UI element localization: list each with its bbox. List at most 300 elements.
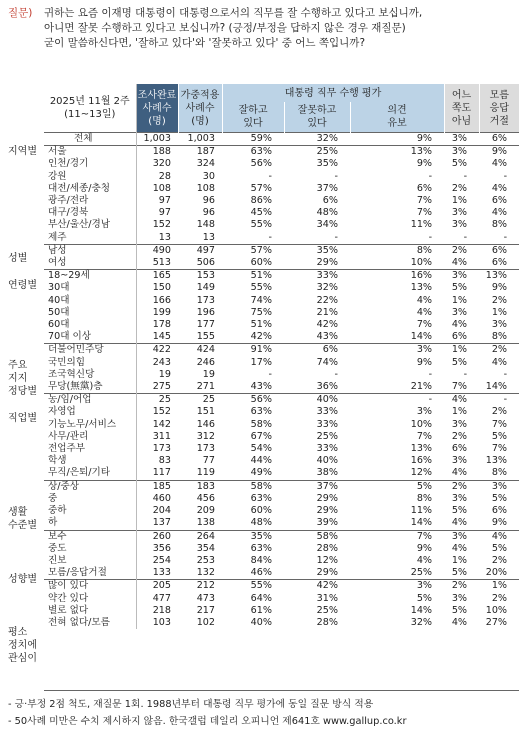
footnote: - 50사례 미만은 수치 제시하지 않음. 한국갤럽 데일리 오피니언 제641호 www.gallup.co.kr	[8, 716, 407, 727]
cell-good: 55%	[250, 219, 272, 231]
cell-n: 320	[136, 158, 178, 170]
cell-n: 477	[136, 593, 178, 605]
table-row	[44, 455, 519, 467]
cell-good: 42%	[250, 331, 272, 343]
cell-dk: 5%	[491, 492, 508, 504]
bad-header	[284, 102, 350, 133]
cell-bad: 29%	[316, 567, 338, 579]
cell-w: 108	[196, 182, 215, 194]
cell-op: 7%	[416, 207, 433, 219]
cell-dk: 6%	[491, 505, 508, 517]
cell-good: 40%	[250, 616, 272, 628]
table-row	[44, 319, 519, 331]
cell-dk: -	[503, 368, 508, 380]
header-line: (명)	[191, 115, 209, 127]
cell-n: 311	[136, 431, 178, 443]
table-row	[44, 605, 519, 617]
cell-either: 2%	[444, 580, 479, 593]
cell-label: 진보	[48, 554, 67, 566]
cell-label: 인천/경기	[48, 158, 89, 170]
cell-w: 497	[178, 244, 222, 257]
period-line: 2025년 11월 2주	[49, 96, 130, 107]
table-row	[44, 593, 519, 605]
header-line: 거절	[489, 115, 509, 127]
cell-n: 103	[136, 617, 178, 629]
cell-good: 43%	[250, 381, 272, 393]
cell-bad: 29%	[316, 257, 338, 269]
table-row	[44, 295, 519, 307]
footnote: - 긍·부정 2점 척도, 재질문 1회. 1988년부터 대통령 직무 평가에 동일 질문 방식 적용	[8, 699, 374, 710]
cell-either: 4%	[451, 517, 468, 529]
cell-dk: 1%	[491, 306, 508, 318]
table-row	[44, 555, 519, 567]
cell-dk: 6%	[479, 133, 519, 146]
cell-bad: -	[334, 231, 338, 243]
cell-n: 356	[136, 543, 178, 555]
cell-either: 5%	[451, 282, 468, 294]
cell-op: 7%	[350, 530, 444, 543]
cell-label: 상/중상	[44, 480, 136, 493]
cell-n: 205	[136, 580, 178, 593]
cell-op: 13%	[350, 146, 444, 159]
cell-n: 199	[136, 307, 178, 319]
cell-n: 97	[136, 195, 178, 207]
cell-w: 30	[202, 170, 215, 182]
cell-good: 74%	[250, 294, 272, 306]
cell-w: 102	[196, 616, 215, 628]
cell-good: 35%	[222, 530, 284, 543]
cell-either: 6%	[451, 443, 468, 455]
cell-bad: 35%	[316, 158, 338, 170]
cell-op: 7%	[416, 430, 433, 442]
cell-label: 중도	[48, 542, 67, 554]
cell-op: 3%	[416, 406, 433, 418]
table-row	[44, 567, 519, 580]
cell-label: 자영업	[48, 406, 76, 418]
cell-op: 16%	[350, 270, 444, 283]
cell-dk: 6%	[491, 195, 508, 207]
cell-op: -	[428, 368, 433, 380]
header-line: (명)	[148, 115, 166, 127]
either-header	[444, 84, 479, 133]
question-text	[44, 6, 512, 51]
cell-good: 57%	[250, 182, 272, 194]
cell-good: 75%	[250, 306, 272, 318]
table-row	[44, 344, 519, 357]
group-label-line: 지역별	[8, 146, 37, 158]
cell-bad: 25%	[316, 430, 338, 442]
cell-either: 3%	[451, 219, 468, 231]
cell-w: 173	[196, 443, 215, 455]
cell-dk: 2%	[491, 554, 508, 566]
cell-dk: 4%	[479, 530, 519, 543]
cell-bad: 31%	[316, 592, 338, 604]
cell-w: 19	[202, 368, 215, 380]
cell-good: 44%	[250, 455, 272, 467]
header-line: 유보	[387, 118, 407, 129]
cell-label: 더불어민주당	[44, 344, 136, 357]
cell-good: -	[268, 368, 272, 380]
cell-n: 152	[136, 406, 178, 418]
cell-op: 14%	[410, 517, 433, 529]
cell-op: -	[428, 231, 433, 243]
group-label	[8, 359, 37, 398]
table-row	[44, 207, 519, 219]
cell-good: 67%	[250, 430, 272, 442]
group-label-line: 평소	[8, 626, 28, 638]
cell-n: 19	[136, 369, 178, 381]
cell-either: 5%	[451, 505, 468, 517]
cell-n: 185	[136, 480, 178, 493]
table-row	[44, 530, 519, 543]
table-row	[44, 419, 519, 431]
cell-label: 광주/전라	[48, 195, 89, 207]
cell-w: 424	[178, 344, 222, 357]
cell-n: 422	[136, 344, 178, 357]
period-header	[44, 84, 136, 133]
cell-good: 56%	[250, 158, 272, 170]
cell-either: 4%	[444, 394, 479, 407]
cell-good: 55%	[222, 580, 284, 593]
cell-either: 6%	[451, 331, 468, 343]
cell-bad: 40%	[316, 455, 338, 467]
cell-bad: 6%	[284, 344, 350, 357]
cell-good: 64%	[250, 592, 272, 604]
cell-either: 7%	[451, 381, 468, 393]
cell-bad: 42%	[284, 580, 350, 593]
cell-either: 5%	[451, 567, 468, 579]
question-line: 아니면 잘못 수행하고 있다고 보십니까? (긍정/부정을 답하지 않은 경우 재질문)	[44, 22, 406, 34]
cell-dk: 14%	[485, 381, 508, 393]
cell-dk: 13%	[485, 455, 508, 467]
cell-label: 전혀 없다/모름	[48, 616, 110, 628]
cell-dk: 13%	[479, 270, 519, 283]
cell-n: 275	[136, 381, 178, 394]
cell-op: -	[428, 170, 433, 182]
cell-dk: -	[479, 394, 519, 407]
group-label-line: 생활	[8, 506, 28, 518]
cell-w: 77	[202, 455, 215, 467]
cell-dk: 3%	[479, 480, 519, 493]
cell-label: 조국혁신당	[48, 368, 95, 380]
cell-w: 119	[196, 467, 215, 479]
cell-w: 312	[196, 430, 215, 442]
table-row	[44, 543, 519, 555]
cell-n: 13	[136, 232, 178, 245]
cell-bad: 21%	[316, 306, 338, 318]
cell-bad: 32%	[316, 282, 338, 294]
cell-n: 178	[136, 319, 178, 331]
cell-label: 70대 이상	[48, 331, 92, 343]
cell-bad: 74%	[316, 356, 338, 368]
group-label	[8, 145, 37, 158]
cell-dk: 8%	[491, 331, 508, 343]
cell-good: 61%	[250, 604, 272, 616]
cell-w: 246	[196, 356, 215, 368]
cell-good: 60%	[250, 505, 272, 517]
cell-op: -	[350, 394, 444, 407]
group-label-line: 지지	[8, 372, 28, 384]
cell-good: 63%	[250, 492, 272, 504]
cell-dk: 27%	[485, 616, 508, 628]
cell-bad: 40%	[284, 394, 350, 407]
cell-label: 기능노무/서비스	[48, 418, 117, 430]
cell-w: 173	[196, 294, 215, 306]
cell-n: 28	[136, 171, 178, 183]
cell-op: 12%	[410, 467, 433, 479]
cell-op: 14%	[410, 604, 433, 616]
table-row	[44, 282, 519, 294]
cell-good: 49%	[250, 467, 272, 479]
cell-either: 2%	[444, 480, 479, 493]
cell-either: 2%	[451, 430, 468, 442]
table-row	[44, 171, 519, 183]
header-line: 가중적용	[180, 89, 220, 101]
cell-op: 4%	[416, 294, 433, 306]
header-line: 모름	[489, 89, 509, 101]
table-row	[44, 307, 519, 319]
cell-bad: 37%	[284, 480, 350, 493]
group-label-line: 수준별	[8, 519, 37, 531]
cell-dk: 3%	[491, 319, 508, 331]
cell-label: 전업주부	[48, 443, 86, 455]
cell-w: 146	[196, 418, 215, 430]
table-row	[44, 406, 519, 418]
cell-either: 1%	[451, 406, 468, 418]
cell-w: 177	[196, 319, 215, 331]
cell-either: 3%	[444, 270, 479, 283]
table-bottom-rule	[44, 690, 519, 691]
opinion-header	[350, 102, 444, 133]
cell-dk: 1%	[479, 580, 519, 593]
cell-good: 46%	[250, 567, 272, 579]
cell-bad: 35%	[284, 244, 350, 257]
cell-either: 3%	[444, 530, 479, 543]
cell-good: 17%	[250, 356, 272, 368]
cell-good: 63%	[222, 146, 284, 159]
cell-bad: 29%	[316, 492, 338, 504]
group-label	[8, 626, 37, 665]
cell-bad: 33%	[316, 406, 338, 418]
cell-op: 3%	[350, 344, 444, 357]
cell-bad: 33%	[284, 270, 350, 283]
cell-good: 51%	[222, 270, 284, 283]
cell-op: 21%	[410, 381, 433, 393]
cell-label: 모름/응답거절	[48, 567, 107, 579]
cell-n: 83	[136, 455, 178, 467]
header-line: 잘하고	[238, 105, 268, 116]
cell-label: 여성	[48, 257, 67, 269]
cell-either: 4%	[451, 616, 468, 628]
question-line: 굳이 말씀하신다면, '잘하고 있다'와 '잘못하고 있다' 중 어느 쪽입니까?	[44, 37, 366, 49]
cell-op: 11%	[410, 505, 433, 517]
cell-w: 1,003	[178, 133, 222, 146]
table-row	[44, 244, 519, 257]
cell-label: 국민의힘	[48, 356, 86, 368]
group-label	[8, 279, 37, 292]
cell-label: 서울	[44, 146, 136, 159]
cell-w: 155	[196, 331, 215, 343]
cell-w: 138	[196, 517, 215, 529]
cell-n: 165	[136, 270, 178, 283]
cell-good: 45%	[250, 207, 272, 219]
results-table	[44, 84, 519, 629]
table-row	[44, 505, 519, 517]
cell-bad: 28%	[316, 542, 338, 554]
cell-either: 1%	[451, 554, 468, 566]
cell-w: 96	[202, 207, 215, 219]
results-table-container	[44, 84, 519, 629]
cell-bad: 58%	[284, 530, 350, 543]
cell-good: 57%	[222, 244, 284, 257]
table-body	[44, 133, 519, 630]
cell-good: 54%	[250, 443, 272, 455]
cell-w: 196	[196, 306, 215, 318]
header-line: 응답	[489, 102, 509, 114]
cell-label: 하	[48, 517, 58, 529]
cell-either: 2%	[444, 244, 479, 257]
cell-op: 9%	[350, 133, 444, 146]
table-row	[44, 183, 519, 195]
cell-n: 490	[136, 244, 178, 257]
question-block	[8, 6, 518, 51]
cell-bad: 37%	[316, 182, 338, 194]
cell-good: 86%	[250, 195, 272, 207]
cell-dk: 6%	[479, 244, 519, 257]
cell-label: 중하	[48, 505, 67, 517]
cell-good: 60%	[250, 257, 272, 269]
cell-either: 5%	[451, 604, 468, 616]
cell-w: 153	[178, 270, 222, 283]
cell-op: 9%	[416, 542, 433, 554]
cell-either: 1%	[444, 344, 479, 357]
cell-bad: 36%	[316, 381, 338, 393]
cell-n: 108	[136, 183, 178, 195]
group-label	[8, 506, 37, 532]
cell-op: 8%	[416, 492, 433, 504]
sample-raw-header	[136, 84, 178, 133]
group-label-line: 성별	[8, 253, 28, 265]
table-row	[44, 257, 519, 270]
cell-op: 25%	[410, 567, 433, 579]
table-row	[44, 146, 519, 159]
group-label-line: 관심이	[8, 652, 37, 664]
table-row	[44, 493, 519, 505]
cell-bad: 12%	[316, 554, 338, 566]
cell-good: 55%	[250, 282, 272, 294]
cell-op: 10%	[410, 257, 433, 269]
cell-dk: 5%	[491, 542, 508, 554]
cell-op: 5%	[350, 480, 444, 493]
cell-op: 4%	[416, 554, 433, 566]
cell-w: 132	[196, 567, 215, 579]
cell-bad: 34%	[316, 219, 338, 231]
cell-label: 전체	[44, 133, 136, 146]
cell-label: 사무/관리	[48, 430, 89, 442]
cell-dk: 20%	[485, 567, 508, 579]
cell-bad: 28%	[316, 616, 338, 628]
question-line: 귀하는 요즘 이재명 대통령이 대통령으로서의 직무를 잘 수행하고 있다고 보십니까,	[44, 7, 423, 19]
group-label-line: 직업별	[8, 413, 37, 425]
cell-dk: 2%	[491, 592, 508, 604]
cell-either: 3%	[451, 306, 468, 318]
cell-either: 4%	[451, 257, 468, 269]
cell-n: 173	[136, 443, 178, 455]
table-row	[44, 617, 519, 629]
table-row	[44, 443, 519, 455]
cell-n: 97	[136, 207, 178, 219]
cell-n: 166	[136, 295, 178, 307]
cell-label: 무당(無黨)층	[48, 381, 103, 393]
group-label-line: 주요	[8, 359, 28, 371]
table-row	[44, 195, 519, 207]
cell-good: 91%	[222, 344, 284, 357]
cell-n: 133	[136, 567, 178, 580]
cell-w: 13	[202, 231, 215, 243]
cell-w: 324	[196, 158, 215, 170]
cell-label: 보수	[44, 530, 136, 543]
cell-good: -	[268, 170, 272, 182]
cell-bad: 38%	[316, 467, 338, 479]
cell-dk: 9%	[479, 146, 519, 159]
header-line: 있다	[307, 118, 327, 129]
cell-n: 117	[136, 467, 178, 480]
cell-n: 460	[136, 493, 178, 505]
cell-either: 1%	[451, 195, 468, 207]
table-row	[44, 331, 519, 344]
cell-w: 212	[178, 580, 222, 593]
cell-either: 3%	[451, 418, 468, 430]
cell-bad: 48%	[316, 207, 338, 219]
cell-label: 농/임/어업	[44, 394, 136, 407]
cell-label: 중	[48, 492, 58, 504]
cell-either: 5%	[451, 158, 468, 170]
cell-w: 217	[196, 604, 215, 616]
cell-bad: 32%	[284, 133, 350, 146]
header-line: 있다	[243, 118, 263, 129]
group-label	[8, 412, 37, 425]
cell-dk: 7%	[491, 443, 508, 455]
cell-n: 145	[136, 331, 178, 344]
dunno-header	[479, 84, 519, 133]
cell-bad: 6%	[322, 195, 338, 207]
cell-bad: 33%	[316, 443, 338, 455]
cell-either: 5%	[451, 356, 468, 368]
cell-bad: -	[334, 368, 338, 380]
cell-either: 3%	[451, 492, 468, 504]
cell-dk: 4%	[491, 182, 508, 194]
cell-op: 32%	[410, 616, 433, 628]
table-row	[44, 158, 519, 170]
cell-w: 456	[196, 492, 215, 504]
cell-either: -	[463, 231, 468, 243]
cell-either: 3%	[451, 207, 468, 219]
cell-either: 3%	[451, 455, 468, 467]
cell-op: 7%	[416, 195, 433, 207]
cell-dk: 2%	[479, 344, 519, 357]
cell-n: 142	[136, 419, 178, 431]
header-line: 조사완료	[137, 89, 177, 101]
cell-either: -	[463, 368, 468, 380]
cell-good: 51%	[250, 319, 272, 331]
cell-dk: 6%	[491, 257, 508, 269]
cell-label: 40대	[48, 294, 70, 306]
cell-either: -	[463, 170, 468, 182]
cell-op: 10%	[410, 418, 433, 430]
header-line: 아님	[451, 115, 472, 127]
period-line: (11~13일)	[64, 109, 116, 120]
cell-n: 218	[136, 605, 178, 617]
